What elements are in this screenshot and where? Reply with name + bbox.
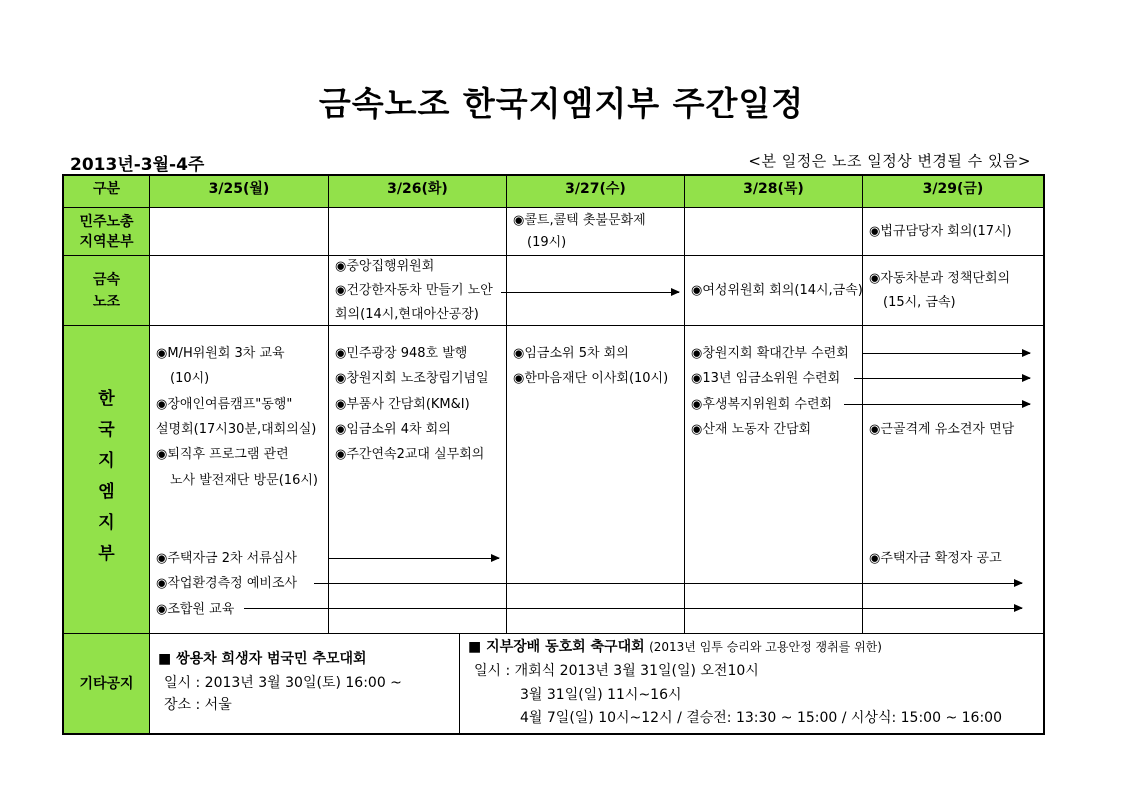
span-arrow [862,353,1030,354]
span-arrow [328,558,499,559]
event-item: ◉임금소위 5차 회의 [513,346,629,361]
cell-geumsok-tue [328,255,506,325]
cell-geumsok-fri [862,255,1043,325]
event-item: ◉근골격계 유소견자 면담 [869,422,1015,437]
event-item: 노사 발전재단 방문(16시) [170,473,318,488]
row-label-etc: 기타공지 [64,633,149,733]
event-item: ◉M/H위원회 3차 교육 [156,346,285,361]
row-label-char: 지 [98,513,115,533]
cell-minju-thu [684,207,862,255]
event-item: ◉부품사 간담회(KM&I) [335,397,470,412]
event-item: ◉작업환경측정 예비조사 [156,576,298,591]
schedule-note: <본 일정은 노조 일정상 변경될 수 있음> [748,152,1031,170]
cell-gm-thu [684,325,862,633]
schedule-table [62,174,1045,735]
cell-minju-tue [328,207,506,255]
cell-geumsok-wed [506,255,684,325]
event-item: ◉장애인여름캠프"동행" [156,397,293,412]
event-item: ◉창원지회 노조창립기념일 [335,371,489,386]
event-item: ◉임금소위 4차 회의 [335,422,451,437]
event-item: ◉주택자금 확정자 공고 [869,551,1002,566]
week-label: 2013년-3월-4주 [70,155,205,175]
notice-heading: ■ 쌍용차 희생자 범국민 추모대회 [158,651,367,667]
row-label-char: 지 [98,451,115,471]
span-arrow [854,378,1030,379]
row-label-minju [64,207,149,255]
cell-minju-wed [506,207,684,255]
event-item: (10시) [170,371,210,386]
event-item: ◉한마음재단 이사회(10시) [513,371,669,386]
event-item: 설명회(17시30분,대회의실) [156,422,317,437]
row-label-char: 엠 [98,482,115,502]
event-item: ◉여성위원회 회의(14시,금속) [691,283,863,298]
notice-heading-main: ■ 지부장배 동호회 축구대회 [468,639,645,655]
cell-minju-mon [149,207,328,255]
row-label-line: 노조 [92,294,121,310]
header-day-thu: 3/28(목) [684,176,862,207]
notice-line: 장소 : 서울 [164,697,232,713]
row-label-gm [64,325,149,633]
event-item: (15시, 금속) [883,295,956,310]
row-label-char: 한 [98,389,115,409]
cell-etc-left [149,633,459,733]
notice-line: 일시 : 2013년 3월 30일(토) 16:00 ~ [164,675,402,691]
header-day-fri: 3/29(금) [862,176,1043,207]
event-item: ◉민주광장 948호 발행 [335,346,468,361]
row-label-line: 민주노총 [79,214,134,230]
span-arrow [244,608,1022,609]
event-item: ◉조합원 교육 [156,602,235,617]
row-label-char: 부 [98,544,115,564]
event-item: ◉주택자금 2차 서류심사 [156,551,297,566]
cell-minju-fri [862,207,1043,255]
notice-line: 일시 : 개회식 2013년 3월 31일(일) 오전10시 [474,663,759,679]
span-arrow [314,583,1022,584]
notice-line: 3월 31일(일) 11시~16시 [520,687,682,703]
cell-geumsok-thu [684,255,862,325]
event-item: (19시) [527,235,567,250]
cell-gm-wed [506,325,684,633]
header-category: 구분 [64,176,149,207]
event-item: ◉13년 임금소위원 수련회 [691,371,841,386]
event-item: ◉법규담당자 회의(17시) [869,224,1012,239]
notice-heading-sub: (2013년 임투 승리와 고용안정 쟁취를 위한) [649,640,882,654]
cell-etc-right [459,633,1043,733]
event-item: ◉주간연속2교대 실무회의 [335,447,485,462]
cell-gm-tue [328,325,506,633]
header-day-mon: 3/25(월) [149,176,328,207]
event-item: 회의(14시,현대아산공장) [335,307,479,322]
page-title: 금속노조 한국지엠지부 주간일정 [318,84,805,123]
span-arrow [844,404,1030,405]
row-label-char: 국 [98,420,115,440]
event-item: ◉중앙집행위원회 [335,259,435,274]
notice-line: 4월 7일(일) 10시~12시 / 결승전: 13:30 ~ 15:00 / 시상식: 15:00 ~ 16:00 [520,710,1002,726]
event-item: ◉콜트,콜텍 촛불문화제 [513,213,646,228]
event-item: ◉산재 노동자 간담회 [691,422,812,437]
event-item: ◉창원지회 확대간부 수련회 [691,346,849,361]
header-day-tue: 3/26(화) [328,176,506,207]
event-item: ◉자동차분과 정책단회의 [869,271,1011,286]
cell-gm-mon [149,325,328,633]
row-label-geumsok [64,255,149,325]
header-day-wed: 3/27(수) [506,176,684,207]
span-arrow [501,292,679,293]
event-item: ◉건강한자동차 만들기 노안 [335,283,493,298]
event-item: ◉퇴직후 프로그램 관련 [156,447,289,462]
event-item: ◉후생복지위원회 수련회 [691,397,833,412]
row-label-line: 지역본부 [79,234,134,250]
notice-heading [468,636,882,659]
row-label-line: 금속 [92,272,121,288]
cell-geumsok-mon [149,255,328,325]
